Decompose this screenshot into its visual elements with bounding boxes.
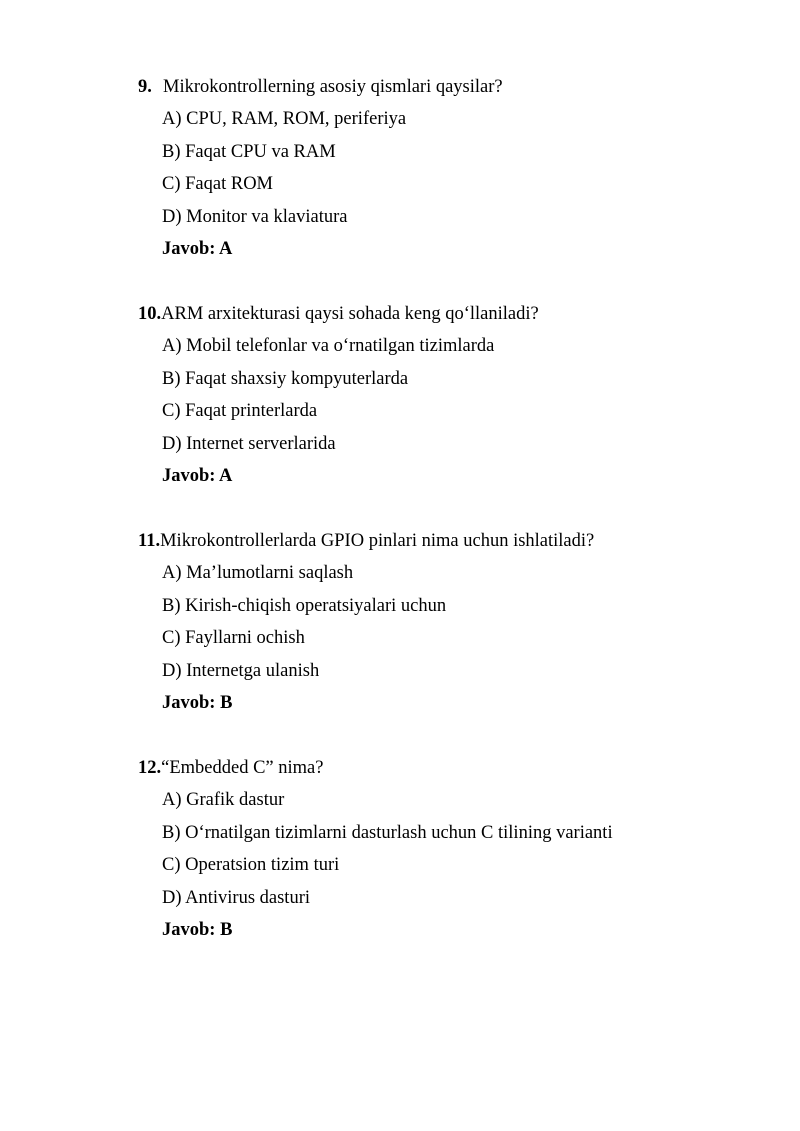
question-text: Mikrokontrollerlarda GPIO pinlari nima uchun ishlatiladi?	[160, 531, 595, 551]
option-c: C) Fayllarni ochish	[162, 628, 305, 648]
question-number: 12.	[138, 758, 162, 778]
option-c: C) Faqat printerlarda	[162, 401, 318, 421]
option-a: A) Mobil telefonlar va o‘rnatilgan tizimlarda	[162, 336, 495, 356]
option-c: C) Faqat ROM	[162, 174, 273, 194]
question-text: “Embedded C” nima?	[161, 758, 324, 778]
option-b: B) Faqat shaxsiy kompyuterlarda	[162, 369, 409, 389]
question-heading	[138, 530, 594, 552]
option-b: B) Kirish-chiqish operatsiyalari uchun	[162, 596, 447, 616]
option-a: A) Ma’lumotlarni saqlash	[162, 563, 354, 583]
question-heading	[138, 757, 323, 779]
option-b: B) Faqat CPU va RAM	[162, 142, 336, 162]
option-c: C) Operatsion tizim turi	[162, 855, 340, 875]
answer-line: Javob: B	[162, 920, 233, 940]
answer-line: Javob: A	[162, 466, 233, 486]
option-d: D) Monitor va klaviatura	[162, 207, 348, 227]
question-heading	[138, 76, 503, 98]
question-number: 9.	[138, 77, 152, 97]
question-number: 11.	[138, 531, 161, 551]
question-text: ARM arxitekturasi qaysi sohada keng qo‘llaniladi?	[161, 304, 539, 324]
option-d: D) Antivirus dasturi	[162, 888, 310, 908]
option-d: D) Internet serverlarida	[162, 434, 336, 454]
answer-line: Javob: B	[162, 693, 233, 713]
question-text: Mikrokontrollerning asosiy qismlari qaysilar?	[163, 77, 503, 97]
question-heading	[138, 303, 539, 325]
option-a: A) Grafik dastur	[162, 790, 285, 810]
option-d: D) Internetga ulanish	[162, 661, 320, 681]
answer-line: Javob: A	[162, 239, 233, 259]
option-a: A) CPU, RAM, ROM, periferiya	[162, 109, 407, 129]
question-number: 10.	[138, 304, 162, 324]
option-b: B) O‘rnatilgan tizimlarni dasturlash uchun C tilining varianti	[162, 823, 613, 843]
